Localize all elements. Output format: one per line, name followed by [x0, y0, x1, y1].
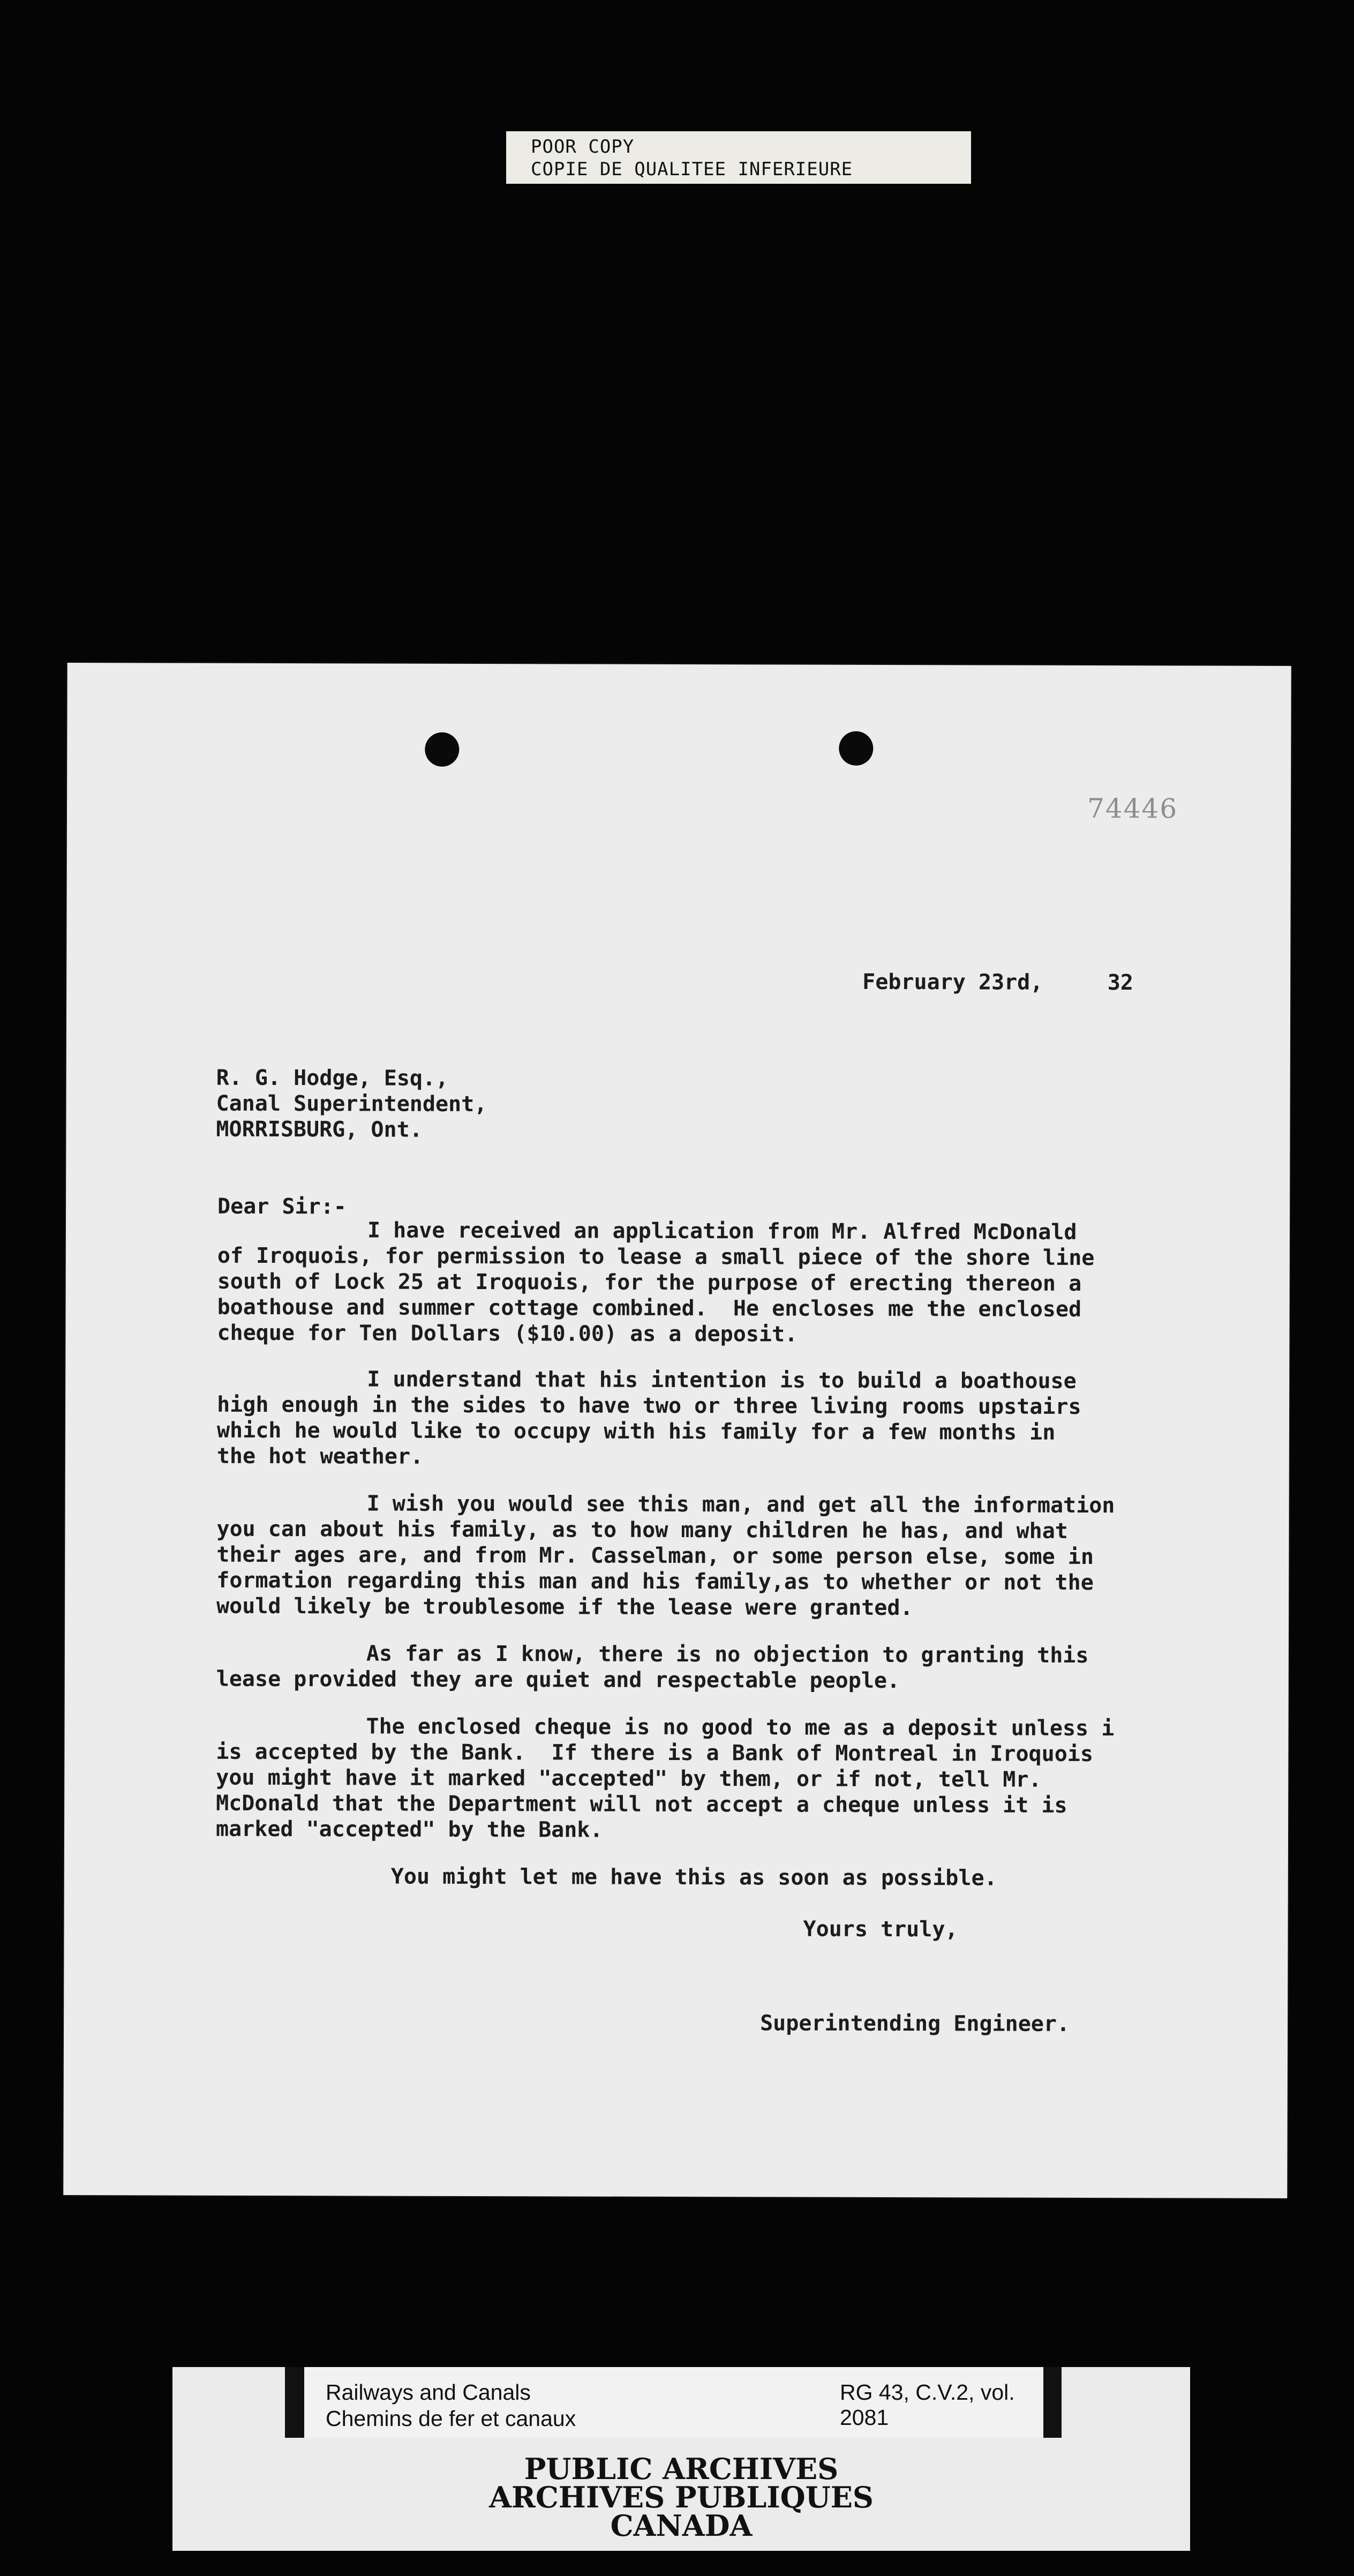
- letter-paper: [63, 663, 1291, 2198]
- fonds-french: Chemins de fer et canaux: [326, 2406, 576, 2431]
- paragraph-line: lease provided they are quiet and respectable people.: [216, 1666, 900, 1694]
- archive-title-fr: ARCHIVES PUBLIQUES: [489, 2480, 874, 2514]
- letter-body: [63, 663, 1291, 2198]
- paragraph-line: is accepted by the Bank. If there is a Bank of Montreal in Iroquois: [216, 1739, 1094, 1767]
- paragraph-line: high enough in the sides to have two or three living rooms upstairs: [217, 1392, 1081, 1419]
- paragraph-line: formation regarding this man and his family,as to whether or not the: [216, 1568, 1094, 1596]
- paragraph-line: would likely be troublesome if the lease were granted.: [216, 1593, 913, 1621]
- archive-title-country: CANADA: [610, 2508, 753, 2543]
- paragraph-line: which he would like to occupy with his family for a few months in: [216, 1418, 1056, 1445]
- paragraph-line: I understand that his intention is to build a boathouse: [367, 1367, 1077, 1394]
- poor-copy-line-fr: COPIE DE QUALITEE INFERIEURE: [531, 159, 853, 180]
- letter-date: February 23rd, 32: [862, 969, 1133, 995]
- paragraph-line: marked "accepted" by the Bank.: [215, 1816, 603, 1843]
- paragraph-line: their ages are, and from Mr. Casselman, or some person else, some in: [216, 1542, 1094, 1570]
- paragraph-line: The enclosed cheque is no good to me as a deposit unless i: [366, 1714, 1115, 1741]
- poor-copy-line-en: POOR COPY: [531, 136, 635, 158]
- paragraph-line: cheque for Ten Dollars ($10.00) as a deposit.: [217, 1320, 798, 1347]
- paragraph-line: you might have it marked "accepted" by them, or if not, tell Mr.: [216, 1765, 1042, 1792]
- address-line: Canal Superintendent,: [216, 1091, 487, 1117]
- archive-fonds-box: [285, 2367, 1062, 2438]
- paragraph-line: You might let me have this as soon as possible.: [390, 1864, 997, 1891]
- archive-label: [172, 2367, 1190, 2551]
- archive-title-en: PUBLIC ARCHIVES: [524, 2452, 839, 2486]
- paragraph-line: the hot weather.: [216, 1443, 424, 1469]
- paragraph-line: of Iroquois, for permission to lease a small piece of the shore line: [217, 1243, 1095, 1271]
- address-line: R. G. Hodge, Esq.,: [216, 1065, 449, 1091]
- archive-reference: RG 43, C.V.2, vol. 2081: [840, 2380, 1015, 2430]
- poor-copy-notice: [506, 131, 971, 184]
- signature-title: Superintending Engineer.: [760, 2011, 1070, 2036]
- address-line: MORRISBURG, Ont.: [216, 1117, 423, 1142]
- salutation: Dear Sir:-: [217, 1194, 347, 1219]
- paragraph-line: I have received an application from Mr. Alfred McDonald: [367, 1218, 1077, 1245]
- paragraph-line: I wish you would see this man, and get all the information: [366, 1491, 1115, 1518]
- paragraph-line: boathouse and summer cottage combined. He encloses me the enclosed: [217, 1294, 1082, 1322]
- closing: Yours truly,: [803, 1916, 958, 1942]
- paragraph-line: McDonald that the Department will not accept a cheque unless it is: [216, 1791, 1067, 1818]
- fonds-english: Railways and Canals: [326, 2380, 531, 2405]
- paragraph-line: As far as I know, there is no objection to granting this: [366, 1641, 1089, 1668]
- paragraph-line: you can about his family, as to how many children he has, and what: [216, 1516, 1068, 1544]
- reference-number: 74446: [1087, 793, 1178, 825]
- paragraph-line: south of Lock 25 at Iroquois, for the purpose of erecting thereon a: [217, 1269, 1082, 1296]
- archive-fonds-panel: [304, 2367, 1043, 2438]
